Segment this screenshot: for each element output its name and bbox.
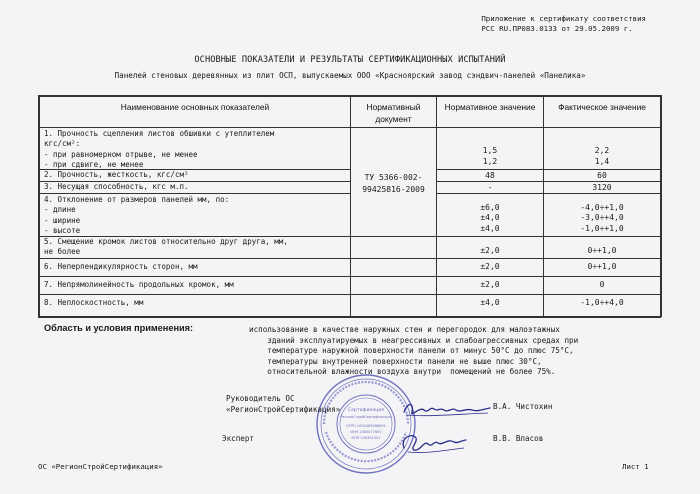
footer-organization: ОС «РегионСтройСертификация» (38, 462, 163, 471)
stamp-line: ИНН 2463077600 (350, 430, 382, 434)
actual-value: 2,2 (594, 146, 610, 155)
table-row-2-label: 2. Прочность, жесткость, кгс/см² (44, 170, 189, 179)
row-separator (38, 294, 661, 295)
column-header-label: Наименование основных показателей (120, 102, 270, 112)
table-row-8-label: 8. Неплоскостность, мм (44, 298, 144, 307)
column-header-actual-value (544, 101, 660, 113)
table-row-7-label: 7. Непрямолинейность продольных кромок, мм (44, 280, 234, 289)
expert-name: В.В. Власов (493, 434, 544, 443)
header-separator (38, 127, 661, 128)
row-text-line: - при сдвиге, не менее (44, 160, 144, 170)
norm-value: ±4,0 (480, 223, 500, 233)
table-row-1-actual (544, 145, 660, 167)
table-row-1-label (44, 129, 274, 171)
normative-document (351, 172, 436, 196)
stamp-line: Сертификация (348, 408, 384, 413)
table-row-3-label: 3. Несущая способность, кгс м.п. (44, 182, 189, 191)
table-row-7-actual: 0 (599, 280, 605, 289)
row-text-line: 4. Отклонение от размеров панелей мм, по: (44, 195, 230, 204)
head-title (226, 394, 340, 415)
table-row-6-norm: ±2,0 (480, 262, 500, 271)
normative-doc-line: ТУ 5366-002- (364, 173, 423, 182)
table-row-8-norm: ±4,0 (480, 298, 500, 307)
column-header-normative-doc (351, 101, 436, 125)
actual-value: -4,0÷+1,0 (580, 203, 624, 212)
table-row-4-norm (437, 203, 543, 234)
table-row-8-actual: -1,0÷+4,0 (580, 298, 624, 307)
row-text-line: кгс/см²: (44, 139, 81, 149)
application-area-label: Область и условия применения: (44, 323, 194, 333)
row-text-line: 5. Смещение кромок листов относительно друг друга, мм, (44, 237, 288, 246)
stamp-line: РегионСтройСертификация (340, 415, 392, 419)
row-separator (38, 258, 661, 259)
normative-doc-line: 99425816-2009 (362, 185, 425, 194)
row-text-line: - при равномерном отрыве, не менее (44, 149, 198, 159)
footer-page-number: Лист 1 (622, 462, 649, 471)
table-row-1-norm (437, 145, 543, 167)
stamp-line: ОГРН 1052463066691 (346, 424, 386, 428)
table-row-2-actual: 60 (597, 171, 607, 180)
actual-value: -1,0÷+1,0 (580, 223, 624, 233)
column-header-normative-value (437, 101, 543, 113)
head-name: В.А. Чистохин (493, 402, 553, 411)
norm-value: 1,2 (482, 157, 498, 166)
document-title: ОСНОВНЫЕ ПОКАЗАТЕЛИ И РЕЗУЛЬТАТЫ СЕРТИФИКАЦИОННЫХ ИСПЫТАНИЙ (194, 55, 506, 65)
actual-value: -3,0÷+4,0 (580, 213, 624, 223)
expert-title: Эксперт (222, 434, 255, 443)
table-row-4-label (44, 195, 229, 237)
head-signature (400, 398, 492, 420)
application-area-text: использование в качестве наружных стен и перегородок для малоэтажных зданий эксплуатируемых в неагрессивных и слабоагрессивных средах при температуре наружной поверхности панели от минус 50°С до плюс 75°С, температуры внутренней поверхности панели не выше плюс 30°С, относительной влажности воздуха внутри помещений не более 75%. (249, 325, 579, 376)
document-subtitle: Панелей стеновых деревянных из плит ОСП, выпускаемых ООО «Красноярский завод сэндвич-панелей «Панелика» (114, 71, 586, 80)
table-row-7-norm: ±2,0 (480, 280, 500, 289)
table-row-6-actual: 0÷+1,0 (587, 262, 617, 271)
certificate-reference (481, 14, 646, 34)
row-text-line: - высоте (44, 226, 81, 236)
head-title-line: «РегионСтройСертификация» (226, 404, 341, 414)
row-text-line: - ширине (44, 215, 81, 225)
appendix-line-2: РСС RU.ПР083.0133 от 29.05.2009 г. (481, 24, 633, 33)
table-row-5-actual: 0÷+1,0 (587, 246, 617, 255)
table-row-2-norm: 48 (485, 171, 495, 180)
row-separator (436, 193, 661, 194)
table-row-4-actual (544, 203, 660, 234)
norm-value: ±6,0 (480, 203, 500, 212)
row-text-line: не более (44, 247, 81, 257)
actual-value: 1,4 (594, 157, 610, 166)
norm-value: ±4,0 (480, 213, 500, 223)
column-header-label: Нормативный документ (366, 102, 421, 124)
row-separator (38, 276, 661, 277)
row-text-line: - длине (44, 205, 76, 215)
table-row-3-norm: - (487, 183, 493, 192)
head-title-line: Руководитель ОС (226, 394, 295, 403)
table-row-5-norm: ±2,0 (480, 246, 500, 255)
col-separator-1 (350, 95, 351, 317)
expert-signature (398, 428, 470, 456)
row-text-line: 1. Прочность сцепления листов обшивки с утеплителем (44, 129, 275, 138)
norm-value: 1,5 (482, 146, 498, 155)
table-border-right (660, 95, 662, 317)
table-row-5-label (44, 237, 288, 258)
table-border-left (38, 95, 40, 317)
column-header-label: Фактическое значение (558, 102, 646, 112)
stamp-line: КПП 246301001 (351, 436, 381, 440)
row-separator (38, 193, 350, 194)
round-seal-stamp (314, 372, 418, 476)
column-header-indicators (40, 101, 350, 113)
column-header-label: Нормативное значение (444, 102, 536, 112)
appendix-line-1: Приложение к сертификату соответствия (481, 14, 646, 23)
table-row-3-actual: 3120 (592, 183, 612, 192)
table-row-6-label: 6. Неперпендикулярность сторон, мм (44, 262, 198, 271)
